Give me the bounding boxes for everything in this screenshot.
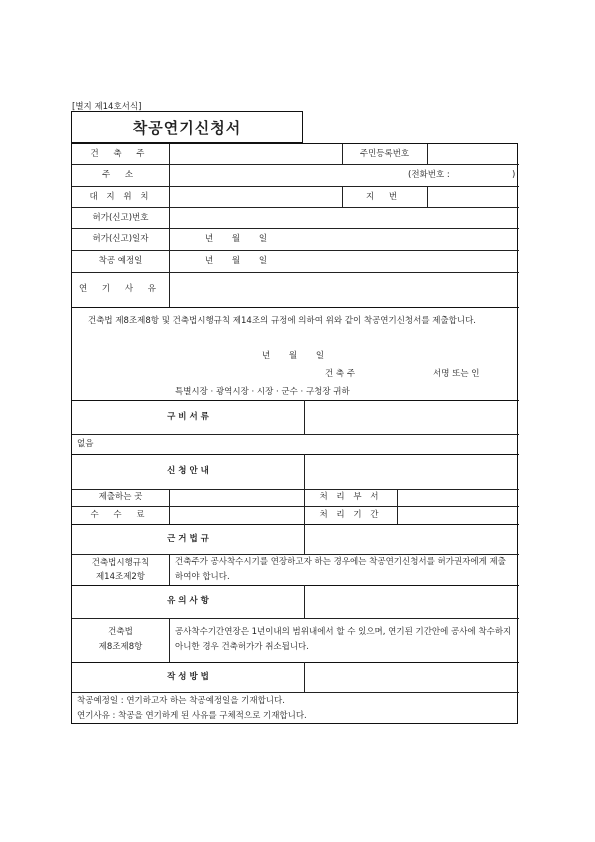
- permit-no-label: 허가(신고)번호: [92, 213, 149, 223]
- notes-heading: 유 의 사 항: [167, 596, 209, 606]
- period-label: 처 리 기 간: [319, 510, 382, 520]
- delay-reason-label: 연 기 사 유: [79, 284, 162, 294]
- dept-label: 처 리 부 서: [319, 492, 382, 502]
- statement-date: 년 월 일: [262, 351, 325, 361]
- method-line-2: 연기사유 : 착공을 연기하게 된 사유를 구체적으로 기재합니다.: [77, 711, 307, 721]
- permit-date-format: 년 월 일: [205, 234, 268, 244]
- fee-label: 수 수 료: [90, 510, 151, 520]
- start-date-format: 년 월 일: [205, 256, 268, 266]
- form-number: [별지 제14호서식]: [72, 102, 142, 112]
- legal-law: 건축법시행규칙: [91, 558, 150, 568]
- form-title: 착공연기신청서: [71, 111, 303, 143]
- signature-label: 서명 또는 인: [433, 369, 480, 379]
- documents-content: 없음: [77, 439, 94, 449]
- documents-heading: 구 비 서 류: [167, 412, 209, 422]
- submit-to-label: 제출하는 곳: [98, 492, 143, 502]
- method-heading: 작 성 방 법: [167, 672, 209, 682]
- site-location-label: 대 지 위 치: [89, 192, 152, 202]
- address-label: 주 소: [101, 170, 140, 180]
- phone-label: (전화번호 :: [408, 170, 450, 180]
- permit-date-label: 허가(신고)일자: [92, 234, 149, 244]
- recipient-label: 특별시장 · 광역시장 · 시장 · 군수 · 구청장 귀하: [175, 387, 350, 397]
- start-date-label: 착공 예정일: [98, 256, 143, 266]
- builder-label: 건 축 주: [90, 149, 151, 159]
- legal-content: 건축주가 공사착수시기를 연장하고자 하는 경우에는 착공연기신청서를 허가권자에게 제출하여야 합니다.: [175, 557, 506, 582]
- method-line-1: 착공예정일 : 연기하고자 하는 착공예정일을 기재합니다.: [77, 696, 285, 706]
- notes-content: 공사착수기간연장은 1년이내의 범위내에서 할 수 있으며, 연기된 기간안에 공사에 착수하지 아니한 경우 건축허가가 취소됩니다.: [175, 627, 512, 652]
- guide-heading: 신 청 안 내: [167, 466, 209, 476]
- notes-law: 건축법: [108, 627, 133, 637]
- legal-heading: 근 거 법 규: [167, 534, 209, 544]
- applicant-label: 건 축 주: [325, 369, 356, 379]
- statement-body: 건축법 제8조제8항 및 건축법시행규칙 제14조의 규정에 의하여 위와 같이 착공연기신청서를 제출합니다.: [88, 316, 477, 326]
- form-frame: [71, 143, 518, 724]
- legal-article: 제14조제2항: [95, 572, 146, 582]
- resident-no-label: 주민등록번호: [359, 149, 410, 159]
- notes-article: 제8조제8항: [98, 642, 143, 652]
- lot-no-label: 지 번: [365, 192, 404, 202]
- phone-close: ): [512, 170, 516, 180]
